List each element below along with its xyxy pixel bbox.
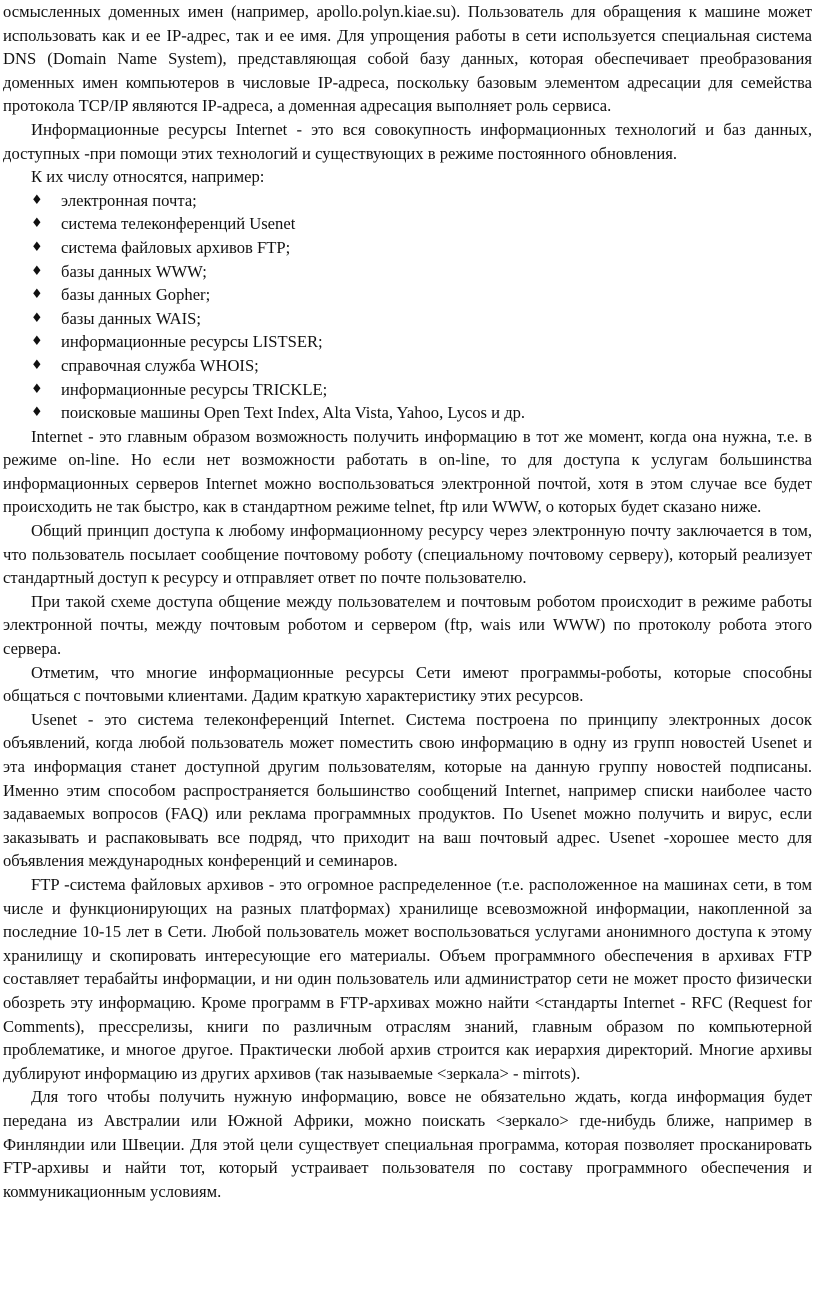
list-item-text: базы данных WWW; (61, 261, 207, 281)
paragraph-ftp: FTP -система файловых архивов - это огромное распределенное (т.е. расположенное на машинах сети, в том числе и функционирующих на разных платформах) хранилище всевозможной информации, накопленной за последние 10-15 лет в Сети. Любой пользователь может воспользоваться услугами анонимного доступа к этому хранилищу и скопировать интересующие его материалы. Объем программного обеспечения в архивах FTP составляет терабайты информации, и ни один пользователь или администратор сети не может просто физически обозреть эту информацию. Кроме программ в FTP-архивах можно найти <стандарты Internet - RFC (Request for Comments), прессрелизы, книги по различным отраслям знаний, главным образом по компьютерной проблематике, и многое другое. Практически любой архив строится как иерархия директорий. Многие архивы дублируют информацию из других архивов (так называемые <зеркала> - mirrots). (3, 874, 812, 1083)
diamond-bullet-icon: ♦ (31, 334, 43, 350)
diamond-bullet-icon: ♦ (31, 287, 43, 303)
diamond-bullet-icon: ♦ (31, 381, 43, 397)
list-item-text: информационные ресурсы TRICKLE; (61, 379, 328, 399)
list-item (3, 189, 812, 213)
list-item-text: поисковые машины Open Text Index, Alta Vista, Yahoo, Lycos и др. (61, 403, 526, 423)
paragraph-access-scheme: При такой схеме доступа общение между пользователем и почтовым роботом происходит в режиме работы электронной почты, между почтовым роботом и сервером (ftp, wais или WWW) по протоколу робота этого сервера. (3, 591, 812, 659)
list-item-text: система телеконференций Usenet (61, 214, 296, 234)
paragraph-info-resources: Информационные ресурсы Internet - это вся совокупность информационных технологий и баз данных, доступных -при помощи этих технологий и существующих в режиме постоянного обновления. (3, 119, 812, 163)
paragraph-dns: осмысленных доменных имен (например, apollo.polyn.kiae.su). Пользователь для обращения к машине может использовать как и ее IP-адрес, так и ее имя. Для упрощения работы в сети используется специальная система DNS (Domain Name System), представляющая собой базу данных, которая обеспечивает преобразования доменных имен компьютеров в числовые IP-адреса, поскольку базовым элементом адресации для семейства протокола TCP/IP являются IP-адреса, а доменная адресация выполняет роль сервиса. (3, 2, 812, 116)
diamond-bullet-icon: ♦ (31, 239, 43, 255)
list-item (3, 212, 812, 236)
paragraph-online-access: Internet - это главным образом возможность получить информацию в тот же момент, когда она нужна, т.е. в режиме on-line. Но если нет возможности работать в on-line, то для доступа к услугам большинства информационных серверов Internet можно воспользоваться электронной почтой, хотя в этом случае все будет происходить не так быстро, как в стандартном режиме telnet, ftp или WWW, о которых будет сказано ниже. (3, 426, 812, 517)
list-item (3, 378, 812, 402)
diamond-bullet-icon: ♦ (31, 310, 43, 326)
list-item (3, 260, 812, 284)
diamond-bullet-icon: ♦ (31, 405, 43, 421)
list-item-text: информационные ресурсы LISTSER; (61, 332, 323, 352)
list-item (3, 330, 812, 354)
list-item (3, 283, 812, 307)
paragraph-mirrors: Для того чтобы получить нужную информацию, вовсе не обязательно ждать, когда информация будет передана из Австралии или Южной Африки, можно поискать <зеркало> где-нибудь ближе, например в Финляндии или Швеции. Для этой цели существует специальная программа, которая позволяет просканировать FTP-архивы и найти тот, который устраивает пользователя по составу программного обеспечения и коммуникационным условиям. (3, 1087, 812, 1201)
diamond-bullet-icon: ♦ (31, 216, 43, 232)
list-item-text: справочная служба WHOIS; (61, 355, 259, 375)
paragraph-robot-programs: Отметим, что многие информационные ресурсы Сети имеют программы-роботы, которые способны общаться с почтовыми клиентами. Дадим краткую характеристику этих ресурсов. (3, 662, 812, 706)
list-item (3, 236, 812, 260)
paragraph-list-intro: К их числу относятся, например: (31, 167, 265, 187)
diamond-bullet-icon: ♦ (31, 357, 43, 373)
diamond-bullet-icon: ♦ (31, 263, 43, 279)
paragraph-mail-robot-principle: Общий принцип доступа к любому информационному ресурсу через электронную почту заключается в том, что пользователь посылает сообщение почтовому роботу (специальному почтовому серверу), который реализует стандартный доступ к ресурсу и отправляет ответ по почте пользователю. (3, 521, 812, 588)
list-item-text: система файловых архивов FTP; (61, 237, 291, 257)
resource-list (3, 189, 812, 425)
list-item (3, 401, 812, 425)
list-item (3, 354, 812, 378)
diamond-bullet-icon: ♦ (31, 192, 43, 208)
list-item-text: базы данных WAIS; (61, 308, 201, 328)
list-item-text: электронная почта; (61, 190, 197, 210)
list-item (3, 307, 812, 331)
paragraph-usenet: Usenet - это система телеконференций Internet. Система построена по принципу электронных досок объявлений, когда любой пользователь может поместить свою информацию в одну из групп новостей Usenet и эта информация станет доступной другим пользователям, которые на данную группу новостей подписаны. Именно этим способом распространяется большинство сообщений Internet, например списки наиболее часто задаваемых вопросов (FAQ) или реклама программных продуктов. По Usenet можно получить и вирус, если заказывать и распаковывать все подряд, что приходит на ваш почтовый адрес. Usenet -хорошее место для объявления международных конференций и семинаров. (3, 709, 812, 871)
list-item-text: базы данных Gopher; (61, 285, 211, 305)
